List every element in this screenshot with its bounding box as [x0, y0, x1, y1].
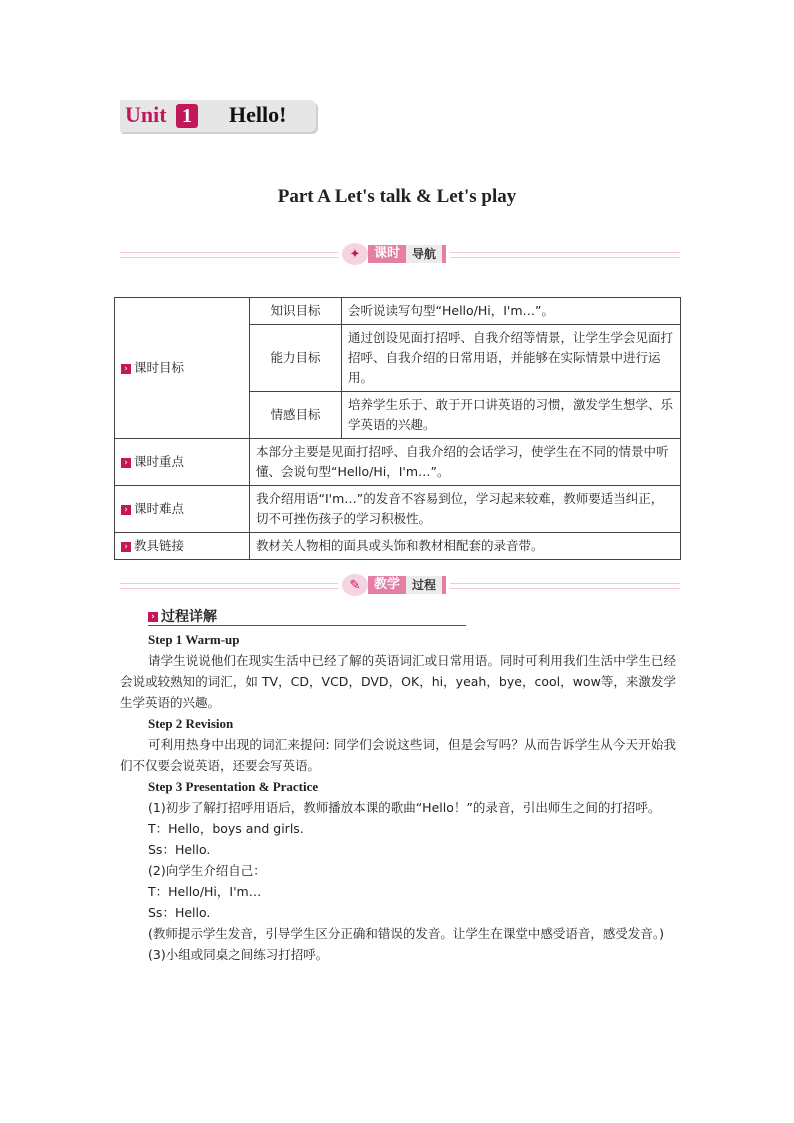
difficulty-text: 我介绍用语“I'm…”的发音不容易到位，学习起来较难，教师要适当纠正，切不可挫伤孩子的学习积极性。 [250, 486, 681, 533]
pencil-icon: ✎ [342, 574, 368, 596]
dialogue-line: Ss：Hello. [148, 842, 211, 857]
paragraph: 请学生说说他们在现实生活中已经了解的英语词汇或日常用语。同时可利用我们生活中学生已经会说或较熟知的词汇，如 TV，CD，VCD，DVD，OK，hi，yeah，bye，cool，wow等，来激发学生学英语的兴趣。 [120, 653, 676, 710]
process-heading: › 过程详解 [148, 606, 217, 626]
key-text: 本部分主要是见面打招呼、自我介绍的会话学习，使学生在不同的情景中听懂、会说句型“Hello/Hi，I'm…”。 [250, 439, 681, 486]
table-row [115, 439, 681, 486]
tools-label-cell: › 教具链接 [115, 533, 250, 560]
arrow-marker-icon: › [121, 458, 131, 468]
arrow-marker-icon: › [121, 505, 131, 515]
arrow-marker-icon: › [121, 542, 131, 552]
banner-cap [442, 576, 446, 594]
banner-grey-label: 导航 [406, 245, 442, 263]
unit-number: 1 [176, 104, 198, 128]
tools-text: 教材关人物相的面具或头饰和教材相配套的录音带。 [250, 533, 681, 560]
goals-label-cell: › 课时目标 [115, 298, 250, 439]
table-row [115, 298, 681, 325]
dialogue-line: T：Hello，boys and girls. [148, 821, 304, 836]
unit-title: Hello! [229, 102, 287, 127]
heading-underline [148, 625, 466, 626]
table-row [115, 486, 681, 533]
process-body [120, 629, 676, 965]
banner-cap [442, 245, 446, 263]
sub-label: 能力目标 [250, 325, 342, 392]
unit-label: Unit [125, 102, 167, 127]
paragraph: (1)初步了解打招呼用语后，教师播放本课的歌曲“Hello！”的录音，引出师生之间的打招呼。 [148, 800, 661, 815]
paragraph: 可利用热身中出现的词汇来提问: 同学们会说这些词，但是会写吗？从而告诉学生从今天开始我们不仅要会说英语，还要会写英语。 [120, 737, 676, 773]
section-banner-navigation [338, 243, 450, 265]
lesson-goals-table [114, 297, 681, 560]
key-label-cell: › 课时重点 [115, 439, 250, 486]
step-heading: Step 2 Revision [148, 716, 234, 731]
step-heading: Step 1 Warm-up [148, 632, 240, 647]
dialogue-line: Ss：Hello. [148, 905, 211, 920]
banner-pink-label: 教学 [368, 576, 406, 594]
goal-text: 会听说读写句型“Hello/Hi，I'm…”。 [342, 298, 681, 325]
paragraph: (3)小组或同桌之间练习打招呼。 [148, 947, 329, 962]
goal-text: 培养学生乐于、敢于开口讲英语的习惯，激发学生想学、乐学英语的兴趣。 [342, 392, 681, 439]
sub-label: 知识目标 [250, 298, 342, 325]
paragraph: (教师提示学生发音，引导学生区分正确和错误的发音。让学生在课堂中感受语音，感受发音。) [148, 926, 665, 941]
step-heading: Step 3 Presentation & Practice [148, 779, 319, 794]
arrow-marker-icon: › [148, 612, 158, 622]
banner-grey-label: 过程 [406, 576, 442, 594]
banner-pink-label: 课时 [368, 245, 406, 263]
sub-label: 情感目标 [250, 392, 342, 439]
part-title: Part A Let's talk & Let's play [277, 186, 517, 207]
difficulty-label-cell: › 课时难点 [115, 486, 250, 533]
dialogue-line: T：Hello/Hi，I'm… [148, 884, 262, 899]
paragraph: (2)向学生介绍自己： [148, 863, 266, 878]
compass-icon: ✦ [342, 243, 368, 265]
goal-text: 通过创设见面打招呼、自我介绍等情景，让学生学会见面打招呼、自我介绍的日常用语，并能够在实际情景中进行运用。 [342, 325, 681, 392]
section-banner-process [338, 574, 450, 596]
arrow-marker-icon: › [121, 364, 131, 374]
table-row [115, 533, 681, 560]
